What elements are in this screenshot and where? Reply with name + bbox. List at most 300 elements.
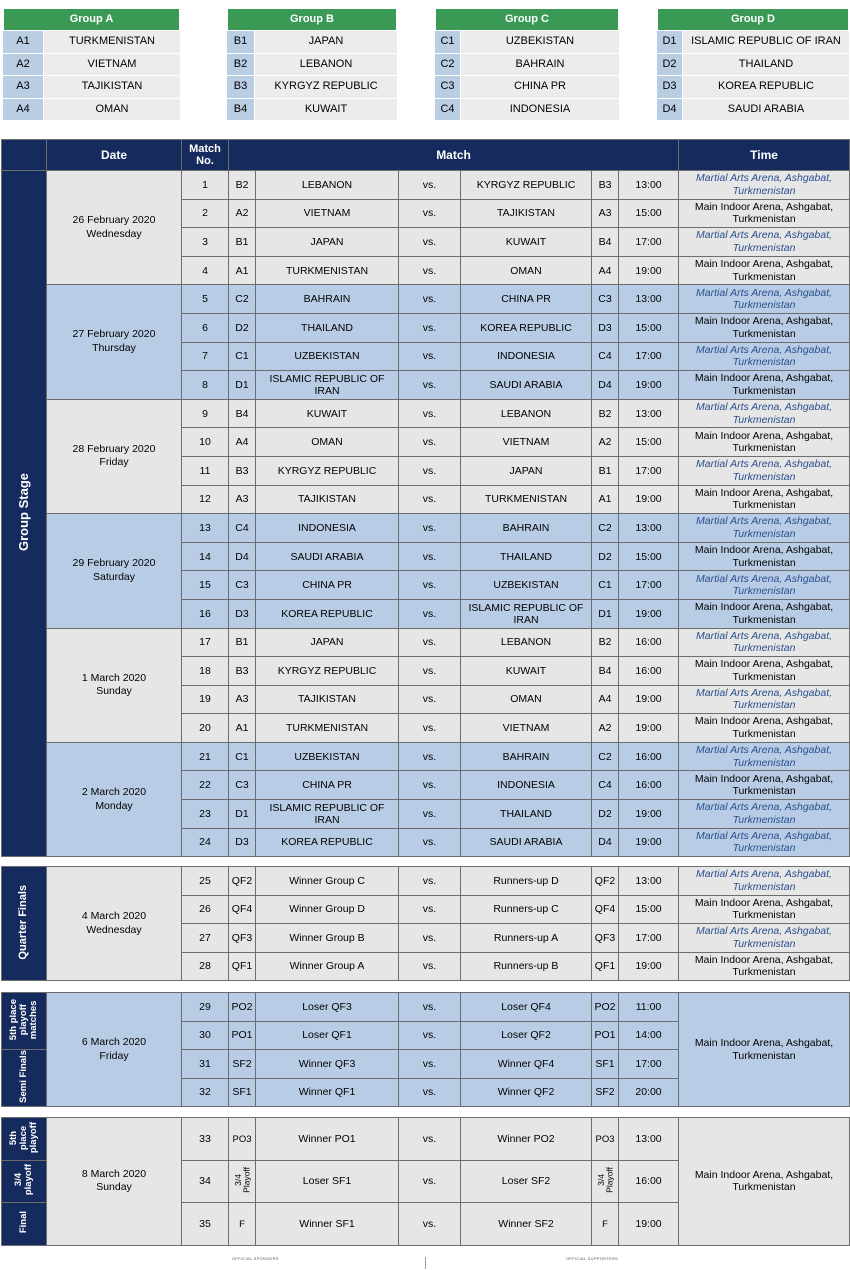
stage-label-cell [2,1160,47,1203]
team-code: C1 [435,31,460,53]
kickoff-time: 15:00 [619,199,679,228]
versus-label: vs. [399,742,461,771]
official-sponsors-label: OFFICIAL SPONSORS [232,1256,279,1261]
team2-code: C2 [592,742,619,771]
versus-label: vs. [399,456,461,485]
team1-name: ISLAMIC REPUBLIC OF IRAN [256,800,399,829]
team1-name: Winner Group C [256,867,399,896]
group-stage-schedule [1,139,850,857]
header-time: Time [679,140,850,171]
team1-code [229,1203,256,1246]
team2-code: A3 [592,199,619,228]
team2-name: LEBANON [461,399,592,428]
venue: Martial Arts Arena, Ashgabat, Turkmenistan [679,285,850,314]
team1-name: TAJIKISTAN [256,485,399,514]
team1-code: B4 [229,399,256,428]
group-row [657,99,849,122]
versus-label: vs. [399,771,461,800]
versus-label: vs. [399,952,461,981]
match-number: 23 [182,800,229,829]
versus-label: vs. [399,924,461,953]
team2-name: KUWAIT [461,657,592,686]
group-row [3,31,180,54]
footer-divider [425,1257,426,1269]
venue: Martial Arts Arena, Ashgabat, Turkmenistan [679,867,850,896]
team1-code: PO2 [229,993,256,1022]
match-number: 3 [182,228,229,257]
versus-label: vs. [399,313,461,342]
venue: Main Indoor Arena, Ashgabat, Turkmenistan [679,428,850,457]
kickoff-time: 17:00 [619,571,679,600]
team2-code: PO2 [592,993,619,1022]
kickoff-time: 20:00 [619,1078,679,1107]
team-code: B1 [227,31,254,53]
venue: Main Indoor Arena, Ashgabat, Turkmenistan [679,993,850,1107]
team-name: SAUDI ARABIA [683,99,849,121]
team-code: C3 [435,76,460,98]
match-date: 29 February 2020 Saturday [47,514,182,628]
kickoff-time: 13:00 [619,867,679,896]
match-number: 21 [182,742,229,771]
kickoff-time: 19:00 [619,485,679,514]
team2-code: D4 [592,828,619,857]
kickoff-time: 17:00 [619,228,679,257]
team1-name: BAHRAIN [256,285,399,314]
team1-name: Winner SF1 [256,1203,399,1246]
match-date: 1 March 2020 Sunday [47,628,182,742]
team1-code: PO1 [229,1021,256,1050]
team1-code: B3 [229,456,256,485]
team1-name: KYRGYZ REPUBLIC [256,456,399,485]
match-number: 11 [182,456,229,485]
group-title: Group B [227,8,397,31]
team1-code: B3 [229,657,256,686]
team1-name: CHINA PR [256,771,399,800]
match-number: 35 [182,1203,229,1246]
versus-label: vs. [399,685,461,714]
team1-code-text: F [239,1218,245,1230]
group-row [227,54,397,77]
team2-code: A1 [592,485,619,514]
team-name: BAHRAIN [461,54,619,76]
match-number: 5 [182,285,229,314]
team1-name: Winner QF1 [256,1078,399,1107]
versus-label: vs. [399,1118,461,1161]
match-number: 9 [182,399,229,428]
team2-code: D1 [592,599,619,628]
venue: Martial Arts Arena, Ashgabat, Turkmenistan [679,924,850,953]
team1-code: A3 [229,685,256,714]
header-date: Date [47,140,182,171]
group-row [435,76,619,99]
stage-label-cell [2,1050,47,1107]
header-match: Match [229,140,679,171]
team1-code-text: PO3 [232,1133,252,1145]
stage-label-cell [2,1118,47,1161]
match-row [2,742,850,771]
versus-label: vs. [399,1203,461,1246]
venue: Martial Arts Arena, Ashgabat, Turkmenistan [679,685,850,714]
team2-code: SF1 [592,1050,619,1079]
team1-name: Winner Group A [256,952,399,981]
team2-name: LEBANON [461,628,592,657]
venue: Main Indoor Arena, Ashgabat, Turkmenistan [679,485,850,514]
team-code: D2 [657,54,682,76]
versus-label: vs. [399,1078,461,1107]
venue: Main Indoor Arena, Ashgabat, Turkmenistan [679,895,850,924]
team1-name: Loser SF1 [256,1160,399,1203]
team2-code-text: F [602,1218,608,1230]
team2-name: JAPAN [461,456,592,485]
kickoff-time: 13:00 [619,285,679,314]
team1-name: TURKMENISTAN [256,714,399,743]
stage-label: 5th place playoff [8,1121,39,1153]
team1-name: JAPAN [256,628,399,657]
team2-code [592,1160,619,1203]
team1-code: C2 [229,285,256,314]
versus-label: vs. [399,342,461,371]
venue: Main Indoor Arena, Ashgabat, Turkmenistan [679,599,850,628]
team2-name: Winner QF4 [461,1050,592,1079]
team-code: D1 [657,31,682,53]
team2-code [592,1203,619,1246]
kickoff-time: 17:00 [619,924,679,953]
kickoff-time: 15:00 [619,542,679,571]
team1-code: B1 [229,228,256,257]
quarter-finals-schedule [1,866,850,981]
team1-code: A3 [229,485,256,514]
team1-name: KYRGYZ REPUBLIC [256,657,399,686]
match-number: 29 [182,993,229,1022]
match-number: 14 [182,542,229,571]
venue: Main Indoor Arena, Ashgabat, Turkmenistan [679,256,850,285]
team1-name: KOREA REPUBLIC [256,599,399,628]
kickoff-time: 13:00 [619,514,679,543]
team1-name: THAILAND [256,313,399,342]
match-number: 6 [182,313,229,342]
match-number: 33 [182,1118,229,1161]
team2-name: Runners-up A [461,924,592,953]
group-row [227,76,397,99]
team1-name: Winner Group D [256,895,399,924]
match-number: 27 [182,924,229,953]
team2-code: QF1 [592,952,619,981]
team1-code: C3 [229,771,256,800]
team2-code: C4 [592,771,619,800]
venue: Main Indoor Arena, Ashgabat, Turkmenistan [679,1118,850,1246]
venue: Main Indoor Arena, Ashgabat, Turkmenistan [679,313,850,342]
versus-label: vs. [399,828,461,857]
match-number: 2 [182,199,229,228]
team-name: KYRGYZ REPUBLIC [255,76,397,98]
team2-name: CHINA PR [461,285,592,314]
team-name: UZBEKISTAN [461,31,619,53]
venue: Martial Arts Arena, Ashgabat, Turkmenistan [679,800,850,829]
venue: Main Indoor Arena, Ashgabat, Turkmenistan [679,199,850,228]
match-number: 1 [182,171,229,200]
venue: Martial Arts Arena, Ashgabat, Turkmenistan [679,571,850,600]
team1-code: SF2 [229,1050,256,1079]
team1-code [229,1118,256,1161]
team1-code: C1 [229,742,256,771]
team2-code: B1 [592,456,619,485]
kickoff-time: 17:00 [619,456,679,485]
kickoff-time: 16:00 [619,1160,679,1203]
team2-name: ISLAMIC REPUBLIC OF IRAN [461,599,592,628]
versus-label: vs. [399,371,461,400]
match-row [2,171,850,200]
team1-code: QF2 [229,867,256,896]
match-number: 4 [182,256,229,285]
stage-label: 5th place playoff matches [8,998,39,1041]
match-date: 2 March 2020 Monday [47,742,182,856]
team1-name: Loser QF3 [256,993,399,1022]
team-name: JAPAN [255,31,397,53]
team2-code: B2 [592,628,619,657]
team2-name: Winner SF2 [461,1203,592,1246]
team2-code: B2 [592,399,619,428]
versus-label: vs. [399,599,461,628]
team2-code: C3 [592,285,619,314]
venue: Main Indoor Arena, Ashgabat, Turkmenistan [679,714,850,743]
team2-code: PO1 [592,1021,619,1050]
venue: Martial Arts Arena, Ashgabat, Turkmenistan [679,828,850,857]
versus-label: vs. [399,867,461,896]
team1-code: C3 [229,571,256,600]
match-date: 6 March 2020 Friday [47,993,182,1107]
match-number: 30 [182,1021,229,1050]
team1-code: A1 [229,714,256,743]
kickoff-time: 17:00 [619,342,679,371]
team2-code: B4 [592,228,619,257]
team2-code: QF2 [592,867,619,896]
team2-name: KYRGYZ REPUBLIC [461,171,592,200]
team2-name: THAILAND [461,800,592,829]
team2-name: TURKMENISTAN [461,485,592,514]
kickoff-time: 19:00 [619,371,679,400]
versus-label: vs. [399,895,461,924]
kickoff-time: 19:00 [619,1203,679,1246]
team1-code: D3 [229,828,256,857]
versus-label: vs. [399,285,461,314]
group-a-box [3,8,180,121]
venue: Main Indoor Arena, Ashgabat, Turkmenistan [679,771,850,800]
team2-code: B3 [592,171,619,200]
versus-label: vs. [399,514,461,543]
team2-code: D2 [592,800,619,829]
match-date: 8 March 2020 Sunday [47,1118,182,1246]
team1-name: KUWAIT [256,399,399,428]
versus-label: vs. [399,993,461,1022]
versus-label: vs. [399,171,461,200]
team2-code: C2 [592,514,619,543]
team1-name: UZBEKISTAN [256,742,399,771]
day8-schedule [1,1117,850,1246]
team-name: OMAN [44,99,180,121]
venue: Martial Arts Arena, Ashgabat, Turkmenistan [679,399,850,428]
versus-label: vs. [399,800,461,829]
group-stage-label-cell [2,171,47,857]
team1-name: Winner QF3 [256,1050,399,1079]
team2-name: SAUDI ARABIA [461,371,592,400]
team-code: B3 [227,76,254,98]
group-row [435,31,619,54]
team1-code: C4 [229,514,256,543]
versus-label: vs. [399,199,461,228]
team-code: C4 [435,99,460,121]
team2-name: Winner PO2 [461,1118,592,1161]
team-name: CHINA PR [461,76,619,98]
venue: Main Indoor Arena, Ashgabat, Turkmenistan [679,371,850,400]
match-number: 31 [182,1050,229,1079]
match-row [2,628,850,657]
stage-label-cell [2,993,47,1050]
kickoff-time: 16:00 [619,657,679,686]
versus-label: vs. [399,256,461,285]
group-row [657,31,849,54]
team2-name: Winner QF2 [461,1078,592,1107]
match-date: 28 February 2020 Friday [47,399,182,513]
group-c-box [435,8,619,121]
group-row [435,54,619,77]
team-code: D3 [657,76,682,98]
team2-name: Loser QF4 [461,993,592,1022]
team2-name: INDONESIA [461,771,592,800]
team1-code: B2 [229,171,256,200]
match-date: 4 March 2020 Wednesday [47,867,182,981]
kickoff-time: 19:00 [619,714,679,743]
kickoff-time: 15:00 [619,895,679,924]
kickoff-time: 13:00 [619,399,679,428]
match-number: 17 [182,628,229,657]
team1-code: C1 [229,342,256,371]
group-stage-label: Group Stage [16,473,32,552]
team1-code [229,1160,256,1203]
team2-name: KOREA REPUBLIC [461,313,592,342]
group-row [657,76,849,99]
team2-name: VIETNAM [461,714,592,743]
team1-name: KOREA REPUBLIC [256,828,399,857]
match-date: 26 February 2020 Wednesday [47,171,182,285]
team1-name: VIETNAM [256,199,399,228]
kickoff-time: 13:00 [619,1118,679,1161]
match-number: 18 [182,657,229,686]
match-date: 27 February 2020 Thursday [47,285,182,399]
team2-name: BAHRAIN [461,514,592,543]
match-number: 24 [182,828,229,857]
match-number: 7 [182,342,229,371]
team2-name: OMAN [461,256,592,285]
versus-label: vs. [399,714,461,743]
stage-label-cell [2,1203,47,1246]
team2-code-text: 3/4 Playoff [595,1166,614,1193]
team2-code: SF2 [592,1078,619,1107]
team-code: A1 [3,31,43,53]
venue: Martial Arts Arena, Ashgabat, Turkmenistan [679,228,850,257]
kickoff-time: 15:00 [619,428,679,457]
kickoff-time: 13:00 [619,171,679,200]
team1-name: TAJIKISTAN [256,685,399,714]
match-number: 26 [182,895,229,924]
team2-name: OMAN [461,685,592,714]
kickoff-time: 19:00 [619,800,679,829]
kickoff-time: 19:00 [619,599,679,628]
kickoff-time: 17:00 [619,1050,679,1079]
match-number: 20 [182,714,229,743]
team-name: THAILAND [683,54,849,76]
versus-label: vs. [399,228,461,257]
team2-code: D2 [592,542,619,571]
match-number: 34 [182,1160,229,1203]
kickoff-time: 14:00 [619,1021,679,1050]
versus-label: vs. [399,571,461,600]
versus-label: vs. [399,542,461,571]
team2-name: Runners-up D [461,867,592,896]
team2-name: THAILAND [461,542,592,571]
team-name: TURKMENISTAN [44,31,180,53]
match-number: 16 [182,599,229,628]
team1-name: ISLAMIC REPUBLIC OF IRAN [256,371,399,400]
kickoff-time: 19:00 [619,828,679,857]
team1-name: CHINA PR [256,571,399,600]
group-row [435,99,619,122]
team1-name: Loser QF1 [256,1021,399,1050]
team1-name: UZBEKISTAN [256,342,399,371]
match-row [2,867,850,896]
kickoff-time: 16:00 [619,771,679,800]
venue: Main Indoor Arena, Ashgabat, Turkmenistan [679,952,850,981]
team2-name: VIETNAM [461,428,592,457]
header-corner [2,140,47,171]
team-code: B2 [227,54,254,76]
group-row [657,54,849,77]
group-title: Group D [657,8,849,31]
match-number: 12 [182,485,229,514]
team2-code: C1 [592,571,619,600]
team2-name: Loser SF2 [461,1160,592,1203]
team1-code: A4 [229,428,256,457]
stage-label: Final [18,1211,30,1234]
team1-name: TURKMENISTAN [256,256,399,285]
group-row [3,54,180,77]
versus-label: vs. [399,628,461,657]
match-number: 15 [182,571,229,600]
kickoff-time: 19:00 [619,685,679,714]
team2-name: Runners-up B [461,952,592,981]
match-row [2,1118,850,1161]
venue: Martial Arts Arena, Ashgabat, Turkmenistan [679,628,850,657]
venue: Martial Arts Arena, Ashgabat, Turkmenistan [679,171,850,200]
team-code: D4 [657,99,682,121]
match-number: 28 [182,952,229,981]
team2-code [592,1118,619,1161]
team1-code: QF4 [229,895,256,924]
venue: Main Indoor Arena, Ashgabat, Turkmenistan [679,542,850,571]
match-row [2,514,850,543]
team-name: LEBANON [255,54,397,76]
team2-code: C4 [592,342,619,371]
venue: Martial Arts Arena, Ashgabat, Turkmenistan [679,514,850,543]
team1-code: B1 [229,628,256,657]
team-name: TAJIKISTAN [44,76,180,98]
team2-name: SAUDI ARABIA [461,828,592,857]
team1-code: A1 [229,256,256,285]
team1-name: LEBANON [256,171,399,200]
team-name: ISLAMIC REPUBLIC OF IRAN [683,31,849,53]
kickoff-time: 16:00 [619,628,679,657]
match-row [2,285,850,314]
team2-code: D4 [592,371,619,400]
